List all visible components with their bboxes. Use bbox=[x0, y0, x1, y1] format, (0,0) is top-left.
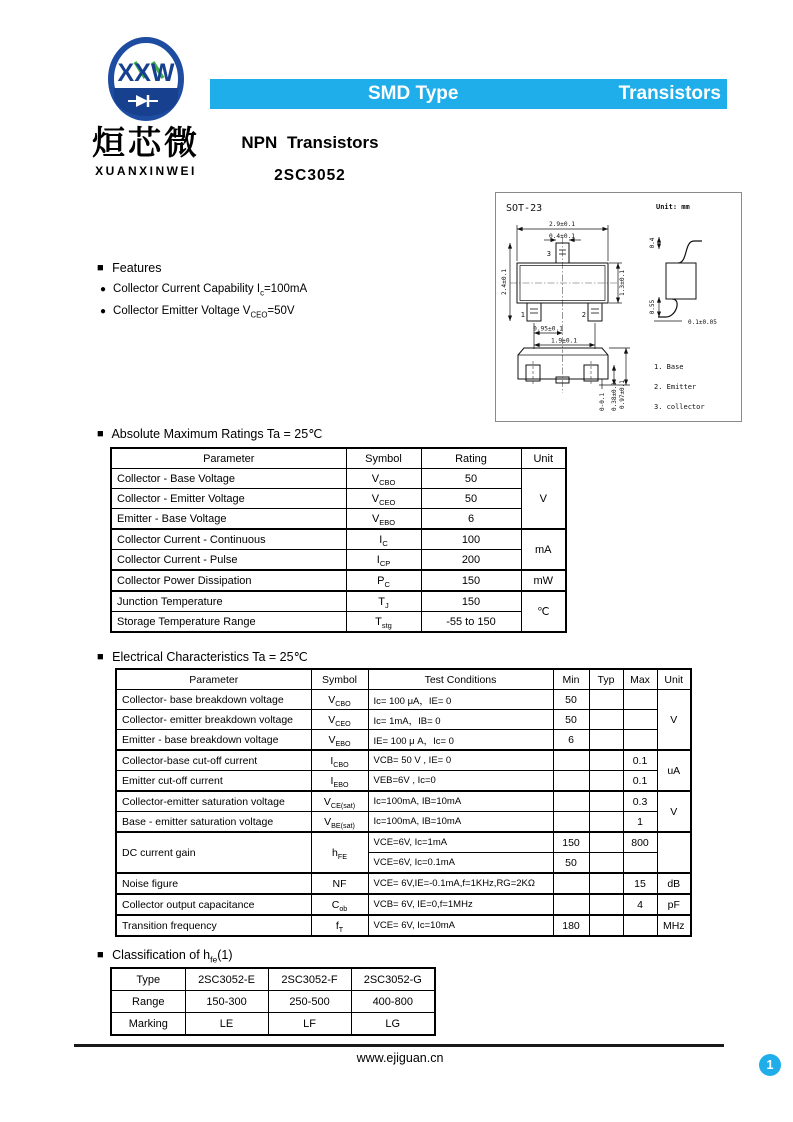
dim-pin-width: 0.4±0.1 bbox=[548, 233, 576, 240]
side-dim-lines bbox=[654, 237, 682, 321]
dim-total-height: 2.4±0.1 bbox=[501, 268, 508, 296]
page-number-badge: 1 bbox=[759, 1054, 781, 1076]
page-title: NPN Transistors bbox=[241, 133, 379, 152]
classification-title-sub: fe bbox=[210, 954, 218, 965]
col-header-max: Max bbox=[623, 669, 657, 690]
unit-cell: V bbox=[521, 469, 566, 530]
table-header-row bbox=[116, 669, 691, 690]
footer-rule bbox=[74, 1044, 724, 1047]
table-row: Junction Temperature $T_J$ 150 ℃ bbox=[111, 591, 566, 612]
dim-lead-top: 0.4 bbox=[649, 237, 656, 249]
col-header-test-conditions: Test Conditions bbox=[368, 669, 553, 690]
header-band-left-label: SMD Type bbox=[368, 83, 459, 104]
side-view bbox=[658, 241, 702, 317]
unit-cell: MHz bbox=[657, 915, 691, 936]
logo-mark-icon bbox=[105, 36, 187, 126]
pin1-label: 1 bbox=[520, 311, 525, 319]
abs-ratings-title-text: Absolute Maximum Ratings Ta = 25℃ bbox=[111, 427, 323, 441]
package-outline-panel bbox=[495, 192, 742, 422]
legend-pin2: 2. Emitter bbox=[654, 383, 697, 391]
table-row: Base - emitter saturation voltage $V_{BE(sat)}$ Ic=100mA, IB=10mA 1 bbox=[116, 812, 691, 833]
unit-cell bbox=[657, 832, 691, 873]
table-row: Collector Current - Pulse $I_{CP}$ 200 bbox=[111, 550, 566, 571]
table-header-row bbox=[111, 448, 566, 469]
features-section-title bbox=[97, 261, 161, 275]
feature-text-sub: c bbox=[260, 288, 264, 298]
pin3-label: 3 bbox=[546, 250, 551, 258]
brand-english-name: XUANXINWEI bbox=[95, 163, 197, 178]
table-row: Emitter cut-off current $I_{EBO}$ VEB=6V , Ic=0 0.1 bbox=[116, 771, 691, 792]
brand-chinese-name: 烜芯微 bbox=[92, 123, 200, 162]
table-row: Noise figure NF VCE= 6V,IE=-0.1mA,f=1KHz,RG=2KΩ 15 dB bbox=[116, 873, 691, 894]
table-row: Collector - Emitter Voltage $V_{CEO}$ 50 bbox=[111, 489, 566, 509]
col-header-unit: Unit bbox=[657, 669, 691, 690]
unit-cell: pF bbox=[657, 894, 691, 915]
unit-cell: V bbox=[657, 791, 691, 832]
dim-standoff: 0-0.1 bbox=[599, 392, 606, 411]
legend-pin3: 3. collector bbox=[654, 403, 705, 411]
section-square-icon: ■ bbox=[97, 651, 104, 663]
electrical-section-title bbox=[97, 649, 308, 664]
table-row: Emitter - Base Voltage $V_{EBO}$ 6 bbox=[111, 509, 566, 530]
legend-pin1: 1. Base bbox=[654, 363, 684, 371]
col-header-symbol: Symbol bbox=[311, 669, 368, 690]
electrical-table bbox=[115, 668, 692, 937]
dim-lead-bottom: 0.55 bbox=[649, 299, 656, 315]
section-square-icon: ■ bbox=[97, 949, 104, 961]
dim-side-height: 0.97±0.1 bbox=[619, 380, 626, 409]
col-header-typ: Typ bbox=[589, 669, 623, 690]
table-row: Collector- base breakdown voltage $V_{CBO}$ Ic= 100 μA，IE= 0 50 V bbox=[116, 690, 691, 710]
table-row: Collector output capacitance $C_{ob}$ VCB= 6V, IE=0,f=1MHz 4 pF bbox=[116, 894, 691, 915]
electrical-title-text: Electrical Characteristics Ta = 25℃ bbox=[112, 650, 308, 664]
col-header-rating: Rating bbox=[421, 448, 521, 469]
table-row: Collector-emitter saturation voltage $V_{CE(sat)}$ Ic=100mA, IB=10mA 0.3 V bbox=[116, 791, 691, 812]
classification-title-suffix: (1) bbox=[217, 948, 233, 962]
dim-pad-height: 0.38±0.1 bbox=[611, 382, 618, 411]
classification-table bbox=[110, 967, 436, 1036]
feature-text-sub: CEO bbox=[250, 310, 268, 320]
dim-pin-span: 1.9±0.1 bbox=[550, 337, 578, 345]
feature-text: =50V bbox=[267, 305, 295, 317]
unit-label: Unit: mm bbox=[656, 203, 690, 211]
feature-text: Collector Emitter Voltage V bbox=[113, 305, 251, 317]
classification-title-text: Classification of h bbox=[112, 948, 211, 962]
pin2-label: 2 bbox=[581, 311, 586, 319]
unit-cell: dB bbox=[657, 873, 691, 894]
dim-body-height: 1.3±0.1 bbox=[619, 269, 626, 297]
table-row: Emitter - base breakdown voltage $V_{EBO}$ IE= 100 μ A，Ic= 0 6 bbox=[116, 730, 691, 751]
table-row: Collector- emitter breakdown voltage $V_{CEO}$ Ic= 1mA，IB= 0 50 bbox=[116, 710, 691, 730]
table-row: Collector - Base Voltage $V_{CBO}$ 50 V bbox=[111, 469, 566, 489]
section-square-icon: ■ bbox=[97, 262, 104, 274]
feature-item bbox=[100, 283, 308, 298]
bottom-view bbox=[518, 348, 608, 385]
dim-body-width: 2.9±0.1 bbox=[548, 221, 576, 228]
dim-lead-thickness: 0.1±0.05 bbox=[688, 319, 717, 326]
abs-ratings-table bbox=[110, 447, 567, 633]
feature-item bbox=[100, 305, 295, 320]
unit-cell: mW bbox=[521, 570, 566, 591]
table-row: Collector Power Dissipation $P_C$ 150 mW bbox=[111, 570, 566, 591]
bullet-dot-icon: ● bbox=[100, 284, 107, 295]
table-row: Type 2SC3052-E 2SC3052-F 2SC3052-G bbox=[111, 968, 435, 991]
logo-letters: XXW bbox=[117, 59, 175, 87]
footer-url[interactable]: www.ejiguan.cn bbox=[356, 1051, 444, 1065]
unit-cell: uA bbox=[657, 750, 691, 791]
table-row: Storage Temperature Range $T_{stg}$ -55 to 150 bbox=[111, 612, 566, 633]
abs-ratings-section-title bbox=[97, 426, 322, 441]
col-header-parameter: Parameter bbox=[116, 669, 311, 690]
package-name-label: SOT-23 bbox=[506, 203, 543, 214]
table-row: Collector-base cut-off current $I_{CBO}$ VCB= 50 V , IE= 0 0.1 uA bbox=[116, 750, 691, 771]
section-square-icon: ■ bbox=[97, 428, 104, 440]
table-row: DC current gain $h_{FE}$ VCE=6V, Ic=1mA 150 800 bbox=[116, 832, 691, 853]
feature-text: =100mA bbox=[263, 283, 308, 295]
bullet-dot-icon: ● bbox=[100, 306, 107, 317]
table-row: Collector Current - Continuous $I_C$ 100 mA bbox=[111, 529, 566, 550]
table-row: Range 150-300 250-500 400-800 bbox=[111, 991, 435, 1013]
table-row: VCE=6V, Ic=0.1mA 50 bbox=[116, 853, 691, 874]
unit-cell: mA bbox=[521, 529, 566, 570]
features-title-text: Features bbox=[112, 261, 162, 275]
col-header-min: Min bbox=[553, 669, 589, 690]
col-header-symbol: Symbol bbox=[346, 448, 421, 469]
feature-text: Collector Current Capability I bbox=[113, 283, 261, 295]
col-header-parameter: Parameter bbox=[111, 448, 346, 469]
logo bbox=[66, 36, 226, 178]
dim-pin-pitch: 0.95±0.1 bbox=[533, 325, 563, 333]
col-header-unit: Unit bbox=[521, 448, 566, 469]
unit-cell: ℃ bbox=[521, 591, 566, 632]
header-band bbox=[210, 79, 727, 109]
classification-section-title bbox=[97, 948, 233, 965]
table-row: Transition frequency $f_T$ VCE= 6V, Ic=10mA 180 MHz bbox=[116, 915, 691, 936]
unit-cell: V bbox=[657, 690, 691, 751]
part-number-title: 2SC3052 bbox=[274, 167, 346, 184]
header-band-right-label: Transistors bbox=[618, 83, 721, 104]
table-row: Marking LE LF LG bbox=[111, 1013, 435, 1036]
package-drawing bbox=[496, 193, 739, 419]
